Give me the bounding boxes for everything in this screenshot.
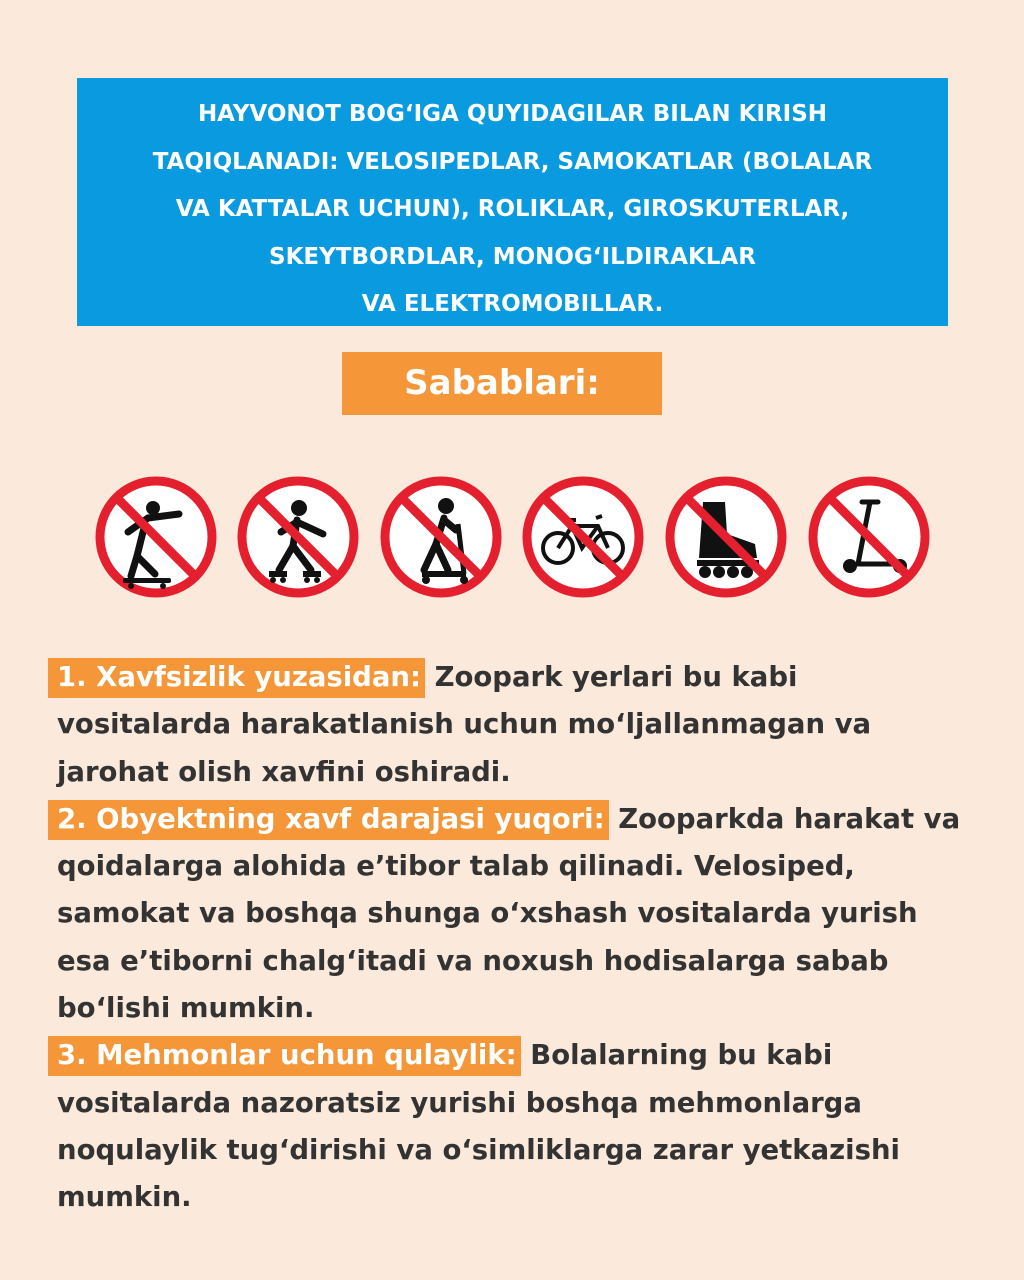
reason-item	[57, 796, 977, 1032]
reasons-heading: Sabablari:	[342, 352, 662, 415]
reason-text: Bolalarning bu kabi vositalarda nazoratsiz yurishi boshqa mehmonlarga noqulaylik tug‘dirishi va o‘simliklarga zarar yetkazishi mumkin.	[57, 1039, 900, 1214]
banner-line: VA KATTALAR UCHUN), ROLIKLAR, GIROSKUTERLAR,	[175, 196, 850, 222]
banner-line: TAQIQLANADI: VELOSIPEDLAR, SAMOKATLAR (BOLALAR	[152, 148, 873, 175]
reasons-list	[57, 654, 977, 1222]
banner-line: HAYVONOT BOG‘IGA QUYIDAGILAR BILAN KIRISH	[197, 101, 828, 127]
reason-title: 1. Xavfsizlik yuzasidan:	[48, 658, 425, 698]
no-roller-skating-icon	[235, 474, 361, 600]
reason-title: 3. Mehmonlar uchun qulaylik:	[48, 1036, 521, 1076]
no-inline-skates-icon	[663, 474, 789, 600]
no-bicycle-icon	[520, 474, 646, 600]
reason-item	[57, 654, 977, 796]
reason-item	[57, 1032, 977, 1221]
no-electric-scooter-icon	[806, 474, 932, 600]
reason-text: Zooparkda harakat va qoidalarga alohida e’tibor talab qilinadi. Velosiped, samokat va boshqa shunga o‘xshash vositalarda yurish esa e’tiborni chalg‘itadi va noxush hodisalarga sabab bo‘lishi mumkin.	[57, 802, 961, 1025]
banner-line: VA ELEKTROMOBILLAR.	[361, 291, 664, 317]
prohibition-banner	[77, 78, 948, 326]
no-kick-scooter-icon	[378, 474, 504, 600]
reason-text: Zoopark yerlari bu kabi vositalarda harakatlanish uchun mo‘ljallanmagan va jarohat olish xavfini oshiradi.	[57, 661, 872, 788]
prohibition-icons-row	[0, 470, 1024, 605]
banner-line: SKEYTBORDLAR, MONOG‘ILDIRAKLAR	[269, 243, 756, 270]
reason-title: 2. Obyektning xavf darajasi yuqori:	[48, 800, 609, 840]
no-skateboard-icon	[93, 474, 219, 600]
